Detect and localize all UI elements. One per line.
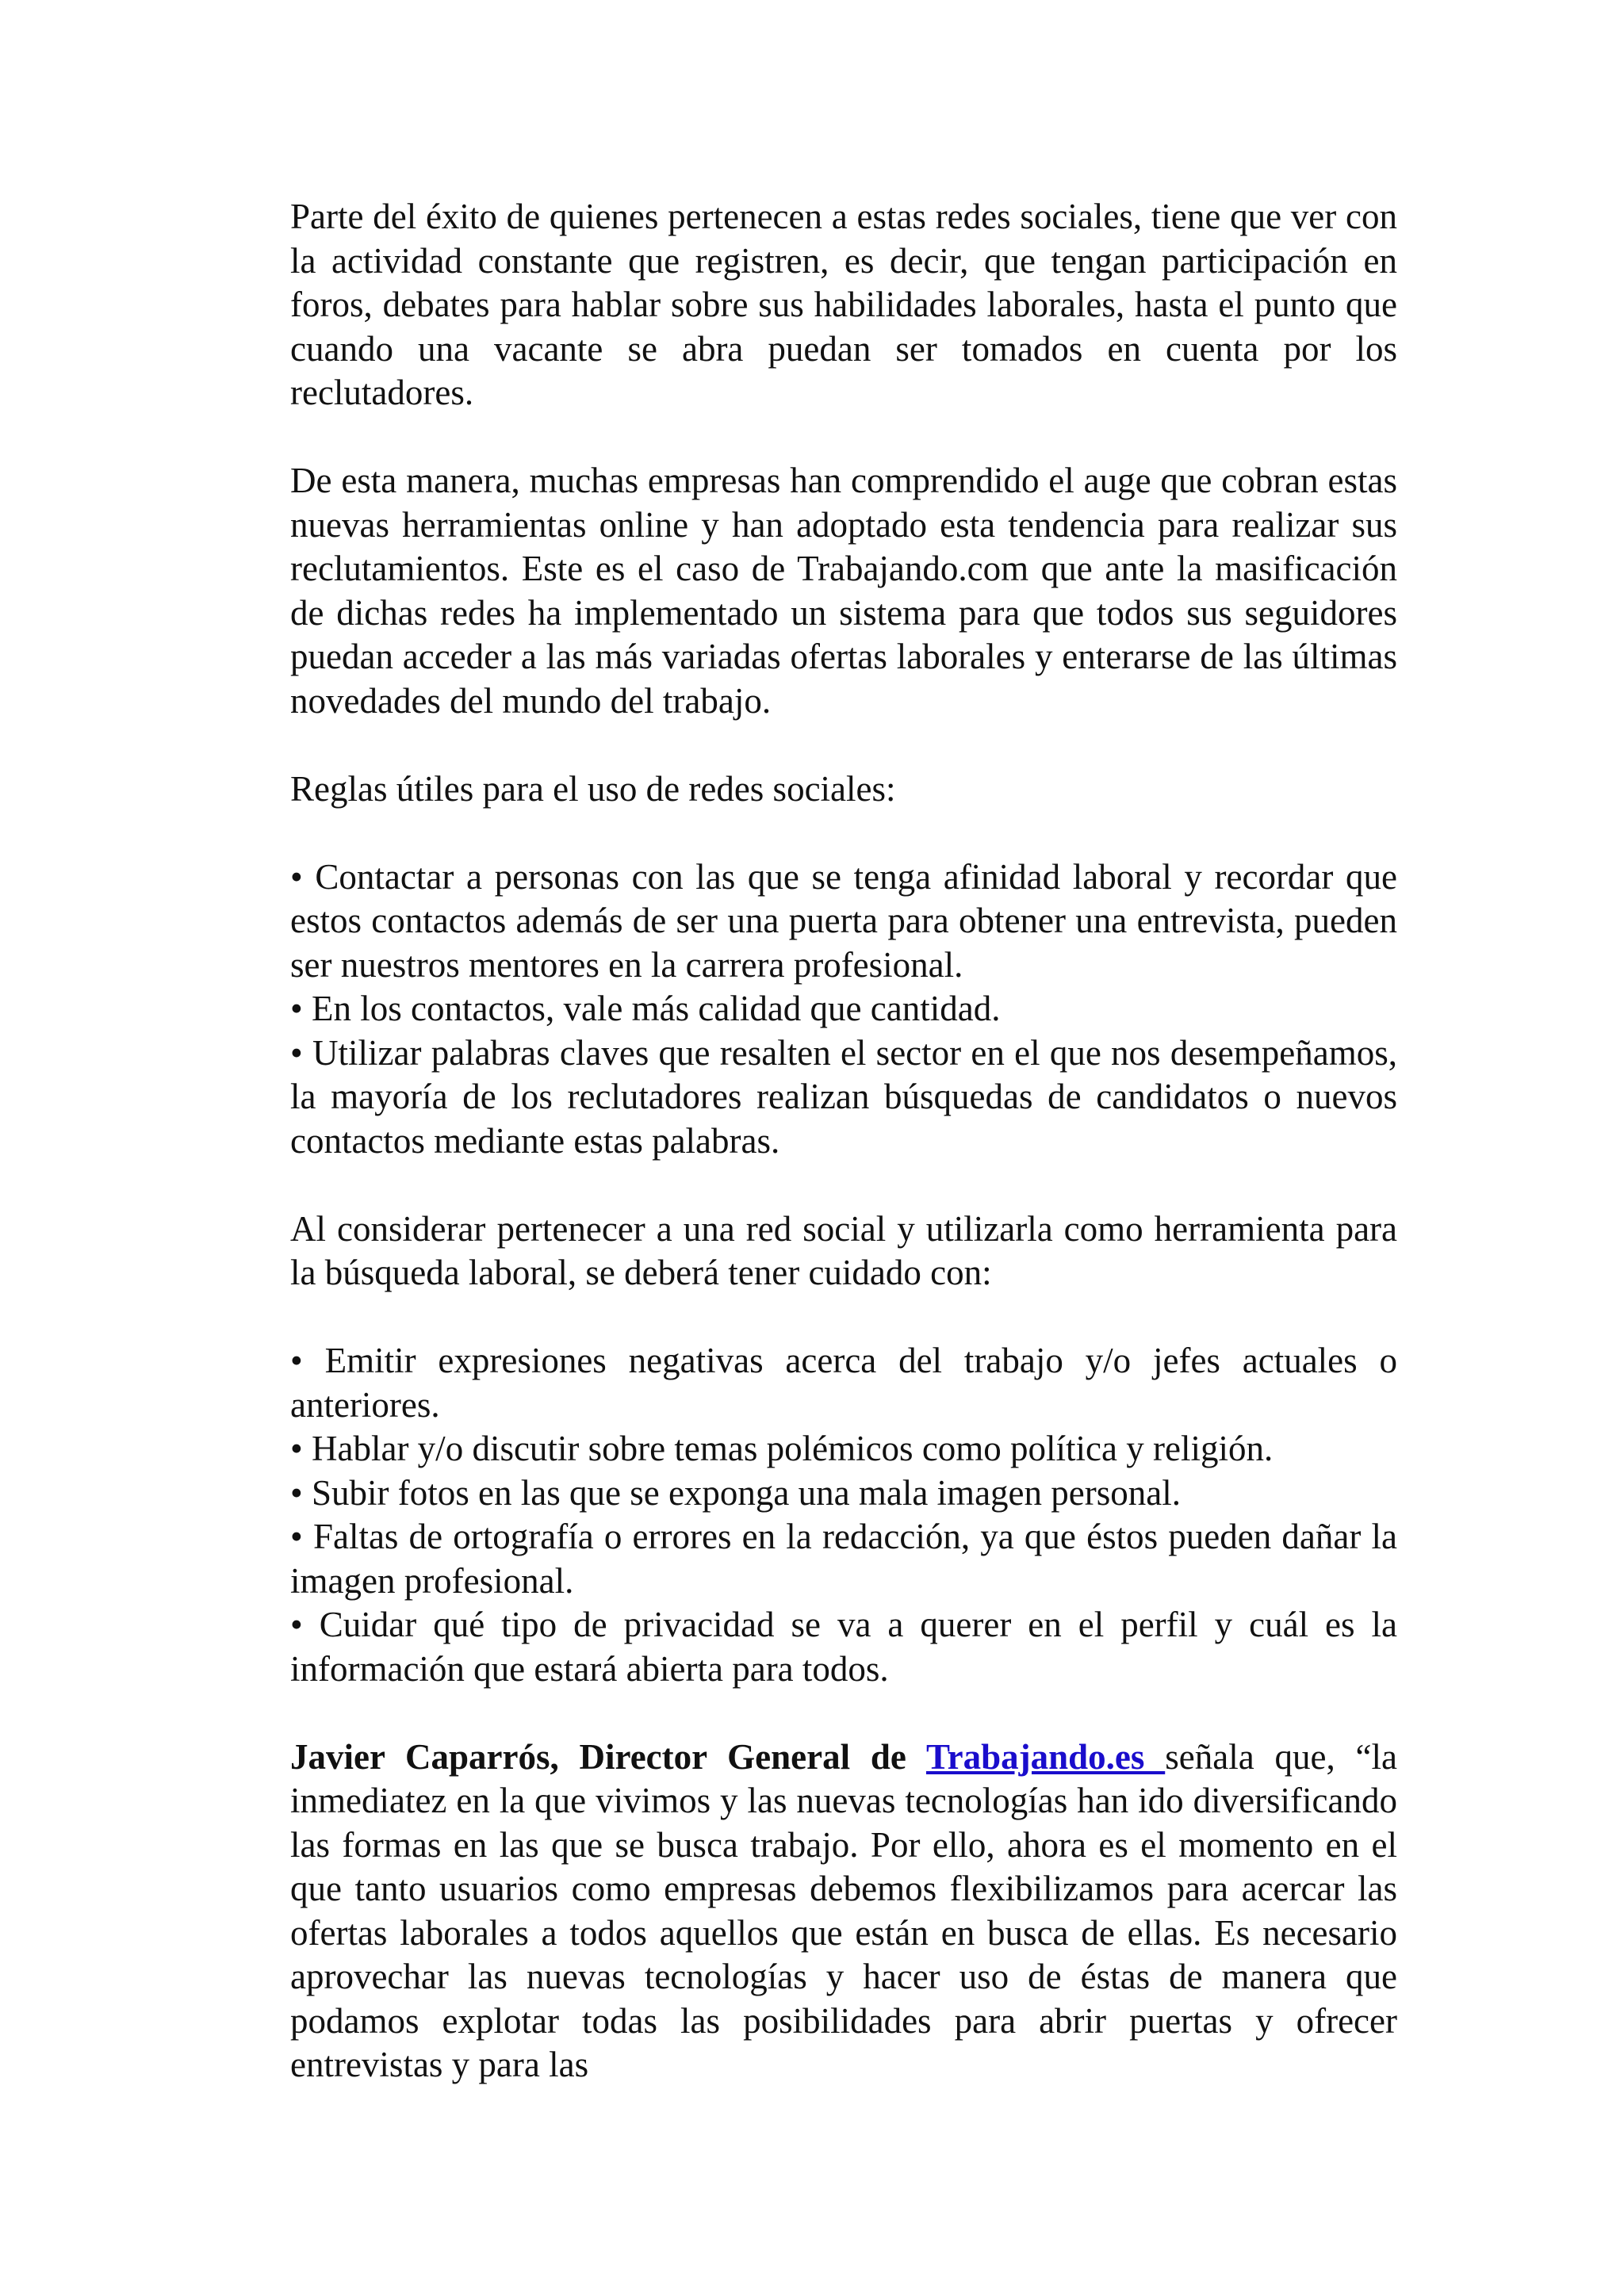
quote-author: Javier Caparrós, Director General de xyxy=(290,1736,926,1777)
list-item: • Faltas de ortografía o errores en la redacción, ya que éstos pueden dañar la imagen profesional. xyxy=(290,1517,1397,1601)
list-item: • Utilizar palabras claves que resalten el sector en el que nos desempeñamos, la mayoría de los reclutadores realizan búsquedas de candidatos o nuevos contactos mediante estas palabras. xyxy=(290,1032,1397,1161)
cautions-list xyxy=(290,1339,1397,1691)
list-item: • Subir fotos en las que se exponga una mala imagen personal. xyxy=(290,1472,1181,1513)
list-item: • En los contactos, vale más calidad que cantidad. xyxy=(290,989,1001,1028)
document-body xyxy=(290,195,1397,2087)
quote-text: señala que, “la inmediatez en la que vivimos y las nuevas tecnologías han ido diversificando las formas en las que se busca trabajo. Por ello, ahora es el momento en el que tanto usuarios como empresas debemos flexibilizamos para acercar las ofertas laborales a todos aquellos que están en busca de ellas. Es necesario aprovechar las nuevas tecnologías y hacer uso de éstas de manera que podamos explotar todas las posibilidades para abrir puertas y ofrecer entrevistas y para las xyxy=(290,1736,1398,2084)
paragraph-caution-intro: Al considerar pertenecer a una red social y utilizarla como herramienta para la búsqueda laboral, se deberá tener cuidado con: xyxy=(290,1208,1397,1292)
paragraph-companies: De esta manera, muchas empresas han comprendido el auge que cobran estas nuevas herramientas online y han adoptado esta tendencia para realizar sus reclutamientos. Este es el caso de Trabajando.com que ante la masificación de dichas redes ha implementado un sistema para que todos sus seguidores puedan acceder a las más variadas ofertas laborales y enterarse de las últimas novedades del mundo del trabajo. xyxy=(290,461,1397,721)
list-item: • Emitir expresiones negativas acerca del trabajo y/o jefes actuales o anteriores. xyxy=(290,1341,1397,1425)
list-item: • Cuidar qué tipo de privacidad se va a querer en el perfil y cuál es la información que estará abierta para todos. xyxy=(290,1605,1397,1689)
spacer xyxy=(290,1691,1397,1735)
rules-heading: Reglas útiles para el uso de redes sociales: xyxy=(290,768,896,809)
list-item: • Hablar y/o discutir sobre temas polémicos como política y religión. xyxy=(290,1429,1274,1468)
paragraph-quote xyxy=(290,1735,1397,2087)
spacer xyxy=(290,1163,1397,1207)
rules-list xyxy=(290,855,1397,1164)
paragraph-intro: Parte del éxito de quienes pertenecen a estas redes sociales, tiene que ver con la actividad constante que registren, es decir, que tengan participación en foros, debates para hablar sobre sus habilidades laborales, hasta el punto que cuando una vacante se abra puedan ser tomados en cuenta por los reclutadores. xyxy=(290,197,1397,412)
list-item: • Contactar a personas con las que se tenga afinidad laboral y recordar que estos contactos además de ser una puerta para obtener una entrevista, pueden ser nuestros mentores en la carrera profesional. xyxy=(290,856,1397,985)
trabajando-link[interactable]: Trabajando.es xyxy=(925,1736,1166,1777)
